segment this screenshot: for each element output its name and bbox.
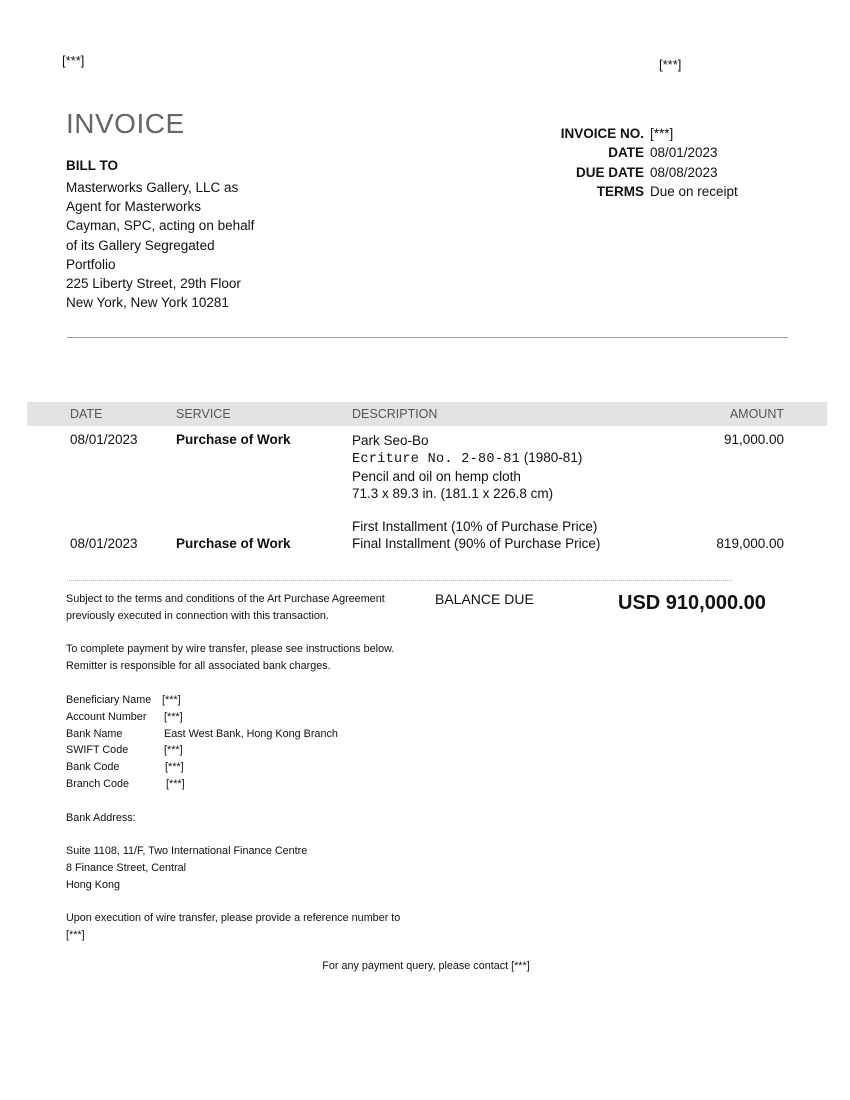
balance-due-label: BALANCE DUE bbox=[435, 591, 534, 607]
column-header-date: DATE bbox=[70, 407, 103, 421]
agreement-note bbox=[66, 591, 385, 625]
swift-code-label: SWIFT Code bbox=[66, 744, 129, 757]
row-2-amount: 819,000.00 bbox=[716, 536, 784, 551]
artwork-medium: Pencil and oil on hemp cloth bbox=[352, 469, 521, 484]
bill-to-address bbox=[66, 178, 286, 312]
header-divider bbox=[67, 337, 788, 338]
totals-divider bbox=[67, 580, 732, 581]
reference-note-line: Upon execution of wire transfer, please provide a reference number to bbox=[66, 912, 401, 925]
row-2-date: 08/01/2023 bbox=[70, 536, 138, 551]
due-date-value: 08/08/2023 bbox=[650, 164, 718, 180]
column-header-service: SERVICE bbox=[176, 407, 231, 421]
beneficiary-label: Beneficiary Name bbox=[66, 694, 152, 706]
swift-code-row bbox=[66, 742, 400, 759]
document-title: INVOICE bbox=[66, 108, 185, 139]
bill-to-label: BILL TO bbox=[66, 158, 119, 173]
invoice-number-value: [***] bbox=[650, 126, 674, 141]
reference-note-line: [***] bbox=[66, 929, 85, 942]
due-date-row bbox=[480, 163, 738, 182]
wire-transfer-note bbox=[66, 641, 394, 675]
artwork-title: Ecriture No. 2-80-81 bbox=[352, 452, 521, 467]
bank-code-row bbox=[66, 759, 400, 776]
line-items-header bbox=[27, 402, 827, 426]
bill-to-line: New York, New York 10281 bbox=[66, 295, 229, 311]
bill-to-line: Masterworks Gallery, LLC as bbox=[66, 180, 239, 195]
bank-address-line: Suite 1108, 11/F, Two International Finance Centre bbox=[66, 845, 308, 858]
account-number-label: Account Number bbox=[66, 710, 147, 723]
bill-to-line: 225 Liberty Street, 29th Floor bbox=[66, 276, 241, 292]
wire-transfer-note-line: To complete payment by wire transfer, please see instructions below. bbox=[66, 643, 395, 655]
row-2-installment: Final Installment (90% of Purchase Price) bbox=[352, 536, 601, 551]
row-1-installment: First Installment (10% of Purchase Price) bbox=[352, 519, 598, 534]
beneficiary-row bbox=[66, 692, 400, 709]
balance-due-amount: USD 910,000.00 bbox=[618, 592, 766, 614]
row-1-amount: 91,000.00 bbox=[723, 432, 784, 447]
invoice-number-label: INVOICE NO. bbox=[560, 126, 644, 141]
payment-query-contact: For any payment query, please contact [***] bbox=[322, 960, 530, 972]
bank-details bbox=[66, 692, 400, 944]
row-1-date: 08/01/2023 bbox=[70, 432, 138, 447]
due-date-label: DUE DATE bbox=[575, 164, 644, 180]
bill-to-line: Portfolio bbox=[66, 256, 116, 272]
invoice-date-row bbox=[480, 143, 738, 162]
branch-code-value: [***] bbox=[166, 777, 185, 790]
bill-to-line: Cayman, SPC, acting on behalf bbox=[66, 218, 255, 234]
bank-code-label: Bank Code bbox=[66, 761, 120, 774]
swift-code-value: [***] bbox=[164, 744, 183, 757]
branch-code-row bbox=[66, 776, 400, 793]
invoice-meta bbox=[480, 124, 738, 201]
agreement-note-line: previously executed in connection with this transaction. bbox=[66, 610, 329, 622]
bank-name-label: Bank Name bbox=[66, 727, 123, 740]
bank-address-line: 8 Finance Street, Central bbox=[66, 861, 187, 874]
row-1-service: Purchase of Work bbox=[176, 432, 291, 447]
account-number-value: [***] bbox=[164, 710, 183, 723]
invoice-number-row bbox=[480, 124, 738, 143]
artist-name: Park Seo-Bo bbox=[352, 433, 429, 448]
invoice-date-value: 08/01/2023 bbox=[650, 145, 718, 161]
branch-code-label: Branch Code bbox=[66, 777, 130, 790]
artwork-year: (1980-81) bbox=[520, 450, 583, 465]
artwork-dimensions: 71.3 x 89.3 in. (181.1 x 226.8 cm) bbox=[352, 486, 554, 501]
agreement-note-line: Subject to the terms and conditions of the Art Purchase Agreement bbox=[66, 593, 385, 605]
bank-name-value: East West Bank, Hong Kong Branch bbox=[164, 727, 338, 740]
account-number-row bbox=[66, 709, 400, 726]
bank-code-value: [***] bbox=[165, 761, 184, 774]
redacted-logo-right: [***] bbox=[659, 57, 682, 72]
bank-address-line: Hong Kong bbox=[66, 878, 121, 891]
redacted-logo-left: [***] bbox=[62, 53, 85, 68]
terms-row bbox=[480, 182, 738, 201]
artwork-title-line bbox=[352, 449, 597, 468]
bill-to-line: of its Gallery Segregated bbox=[66, 237, 215, 253]
bill-to-line: Agent for Masterworks bbox=[66, 199, 202, 215]
wire-transfer-note-line: Remitter is responsible for all associated bank charges. bbox=[66, 660, 331, 672]
invoice-date-label: DATE bbox=[608, 145, 644, 161]
terms-value: Due on receipt bbox=[650, 183, 738, 199]
bank-name-row bbox=[66, 726, 400, 743]
column-header-description: DESCRIPTION bbox=[352, 407, 438, 421]
row-2-service: Purchase of Work bbox=[176, 536, 291, 551]
bank-address-label: Bank Address: bbox=[66, 811, 136, 824]
row-1-description bbox=[352, 432, 597, 535]
terms-label: TERMS bbox=[596, 183, 644, 199]
column-header-amount: AMOUNT bbox=[729, 407, 784, 421]
beneficiary-value: [***] bbox=[162, 694, 181, 706]
